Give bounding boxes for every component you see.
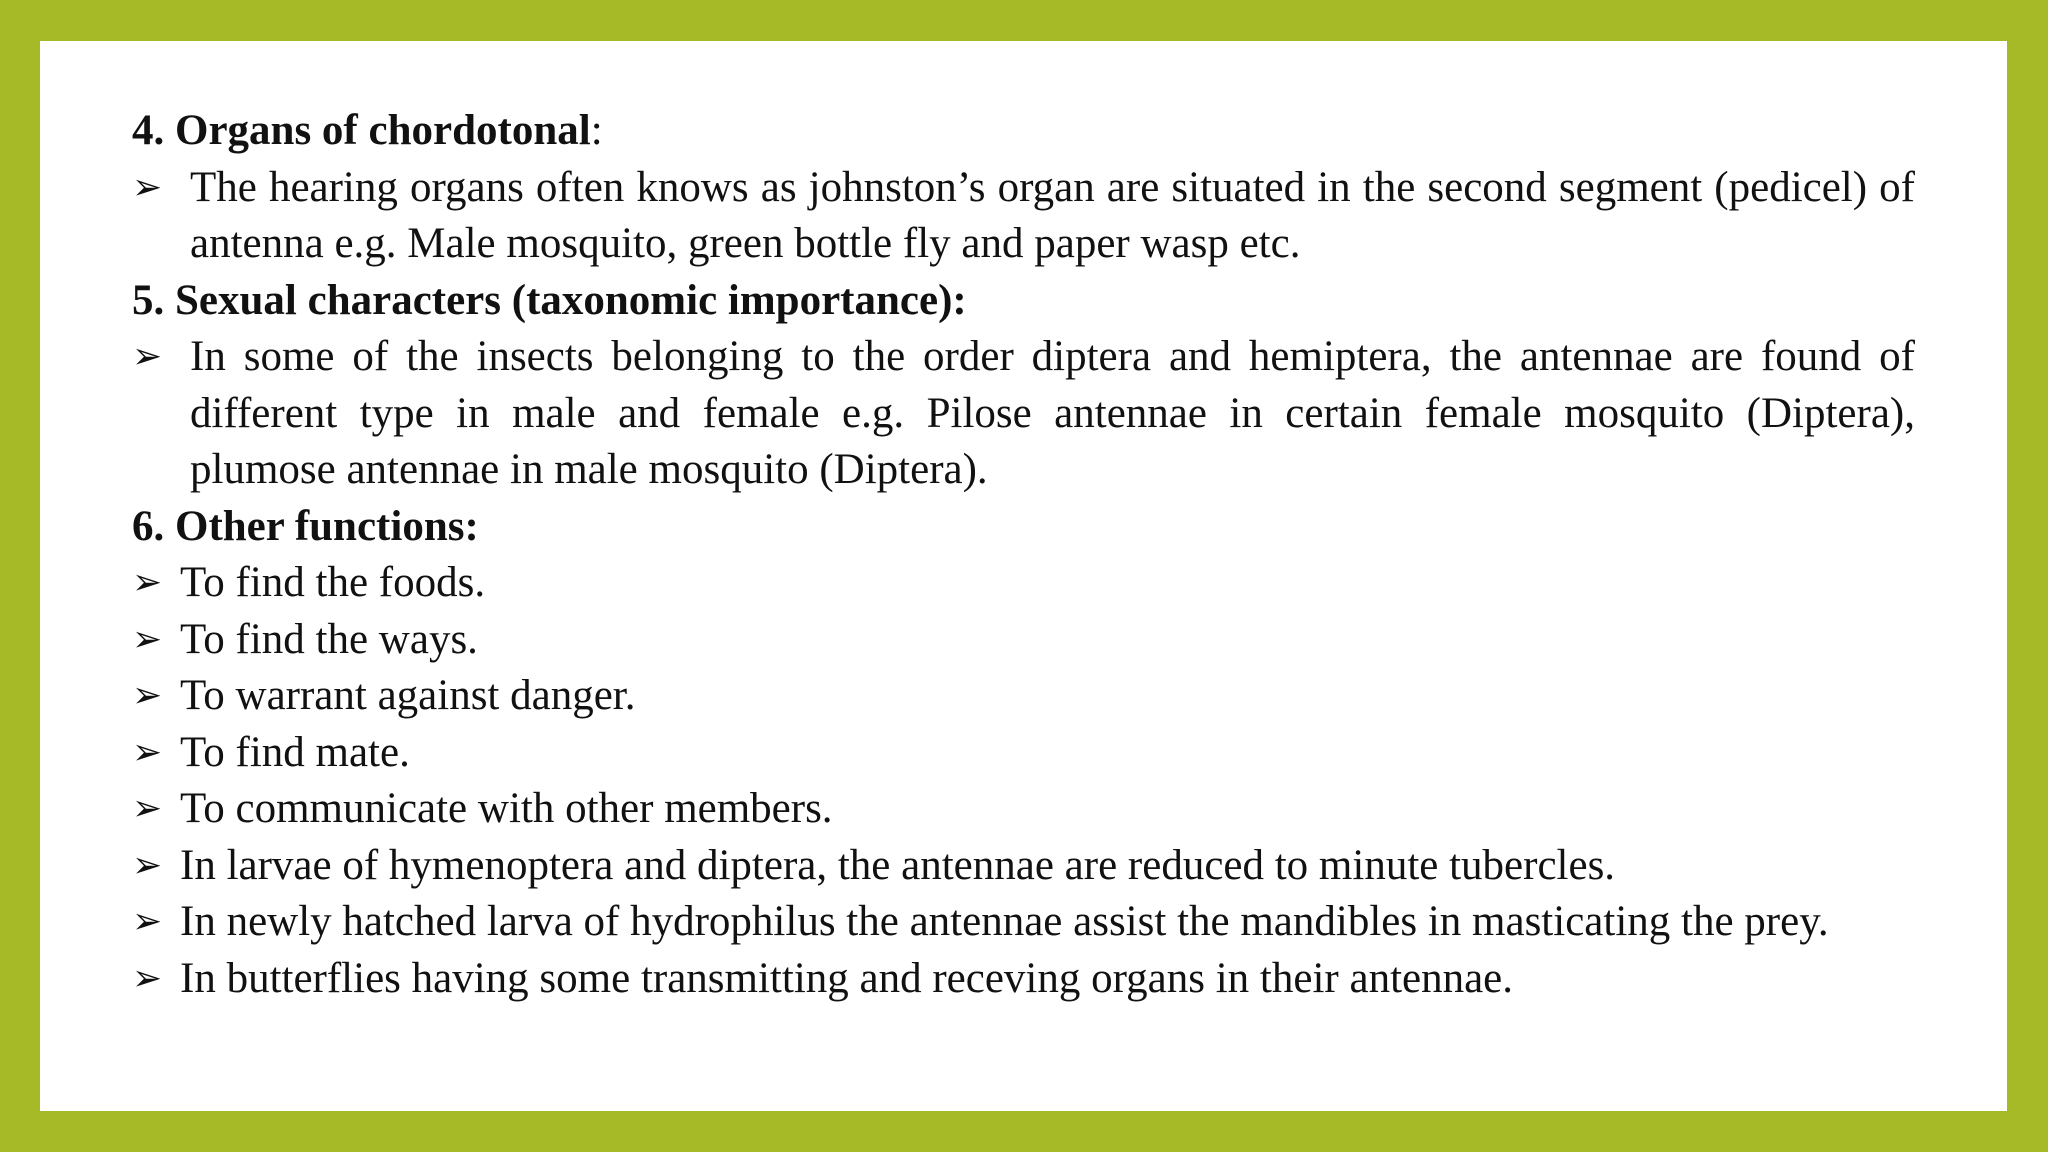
heading-text: 5. Sexual characters (taxonomic importance): <box>132 276 967 324</box>
bullet-item <box>132 838 1915 895</box>
bullet-item <box>132 951 1915 1008</box>
section-heading-chordotonal <box>132 103 1915 160</box>
arrow-bullet-icon: ➢ <box>132 957 163 999</box>
bullet-text: To find the foods. <box>180 559 486 606</box>
arrow-bullet-icon: ➢ <box>132 166 163 208</box>
slide-content-area <box>40 41 2007 1111</box>
bullet-text: In butterflies having some transmitting and receving organs in their antennae. <box>180 954 1514 1002</box>
arrow-bullet-icon: ➢ <box>132 731 163 773</box>
bullet-item <box>132 329 1915 499</box>
bullet-text: To find the ways. <box>180 615 478 663</box>
bullet-text: To warrant against danger. <box>180 672 636 719</box>
bullet-text: In larvae of hymenoptera and diptera, the antennae are reduced to minute tubercles. <box>180 841 1616 889</box>
bullet-item <box>132 160 1915 273</box>
bullet-text: To find mate. <box>180 728 410 776</box>
bullet-item <box>132 668 1915 725</box>
bullet-text: To communicate with other members. <box>180 785 833 832</box>
arrow-bullet-icon: ➢ <box>132 788 163 829</box>
bullet-text: In some of the insects belonging to the order diptera and hemiptera, the antennae are found of different type in male and female e.g. Pilose antennae in certain female mosquito (Diptera), plumose antennae in male mosquito (Diptera). <box>190 333 1915 493</box>
arrow-bullet-icon: ➢ <box>132 562 163 603</box>
bullet-item <box>132 612 1915 669</box>
arrow-bullet-icon: ➢ <box>132 844 163 886</box>
bullet-item <box>132 781 1915 838</box>
heading-text: 6. Other functions: <box>132 502 479 550</box>
bullet-text: The hearing organs often knows as johnston’s organ are situated in the second segment (pedicel) of antenna e.g. Male mosquito, green bottle fly and paper wasp etc. <box>190 163 1915 267</box>
arrow-bullet-icon: ➢ <box>132 618 163 660</box>
heading-colon: : <box>590 107 603 154</box>
slide-text-body <box>132 103 1915 1007</box>
arrow-bullet-icon: ➢ <box>132 675 163 716</box>
arrow-bullet-icon: ➢ <box>132 336 163 377</box>
bullet-item <box>132 555 1915 612</box>
section-heading-sexual-characters <box>132 273 1915 330</box>
arrow-bullet-icon: ➢ <box>132 901 163 942</box>
bullet-text: In newly hatched larva of hydrophilus the antennae assist the mandibles in masticating the prey. <box>180 898 1829 945</box>
section-heading-other-functions <box>132 499 1915 556</box>
bullet-item <box>132 894 1915 951</box>
bullet-item <box>132 725 1915 782</box>
heading-text: 4. Organs of chordotonal <box>132 107 591 154</box>
